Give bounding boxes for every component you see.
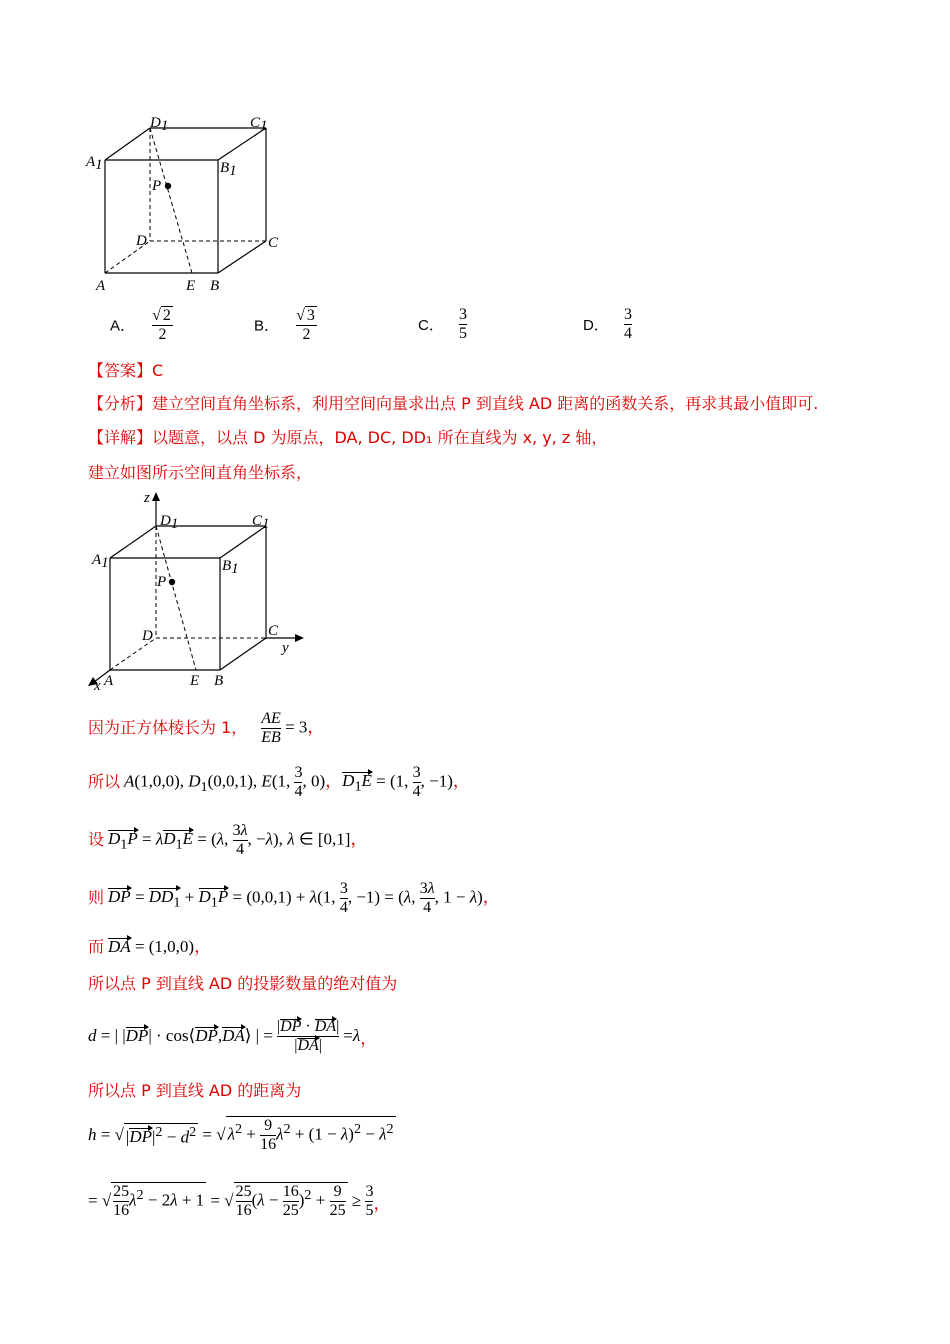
option-d[interactable]: D． $\frac{3}{4}$ [583, 306, 632, 342]
step-6: 所以点 P 到直线 AD 的投影数量的绝对值为 [88, 974, 398, 993]
step-1: 因为正方体棱长为 1， $\frac{AE}{EB}$ = 3， [88, 709, 325, 746]
step-2: 所以 A(1,0,0), $D_1(0,0,1)$, E(1, $\frac{3}{4}$ , 0)，$D_1E = (1$, $\frac{3}{4}$ , −1)， [88, 763, 470, 800]
step-7: d = | | DP | · cos⟨ DP , DA ⟩ | = $\frac{|DP \cdot DA|}{|DA|}$ = λ ， [88, 1017, 378, 1054]
svg-text:P: P [157, 574, 167, 590]
option-d-label: D． [583, 317, 609, 334]
svg-text:D1: D1 [160, 513, 179, 532]
step-8: 所以点 P 到直线 AD 的距离为 [88, 1081, 302, 1100]
step-5: 而 DA = (1,0,0)， [88, 937, 212, 956]
svg-text:C: C [268, 623, 279, 639]
answer-line [88, 361, 163, 381]
svg-text:B1: B1 [222, 558, 239, 577]
svg-text:A1: A1 [86, 154, 103, 173]
svg-text:A: A [96, 278, 106, 294]
axis-z-label: z [144, 490, 150, 506]
label-d1: D1 [150, 115, 169, 134]
svg-text:P: P [152, 178, 162, 194]
point-p [165, 183, 171, 189]
step-4: 则 DP = $DD_1 + D_1P = (0,0,1) + \lambda(1$, $\frac{3}{4}$ , −1) = (λ, $\frac{3\lambda}{4}$ , 1 − λ)， [88, 879, 500, 916]
svg-text:B: B [210, 278, 220, 294]
option-c-label: C． [418, 317, 444, 334]
svg-text:E: E [190, 673, 200, 689]
option-a[interactable]: A． $\frac{√ 2}{2}$ [110, 307, 171, 343]
detail-line-2: 建立如图所示空间直角坐标系， [88, 463, 313, 482]
svg-text:A1: A1 [92, 552, 109, 571]
answer-value: C [152, 361, 164, 380]
step-9: h = √ $|DP|^2 - d^2$ = √ $\lambda^2$ + $\frac{9}{16}$ $\lambda^2 + (1 - \lambda)^2 - \lambda^2$ [88, 1117, 394, 1153]
cube-figure-1 [80, 108, 300, 298]
analysis-line [88, 394, 818, 414]
svg-text:E: E [186, 278, 196, 294]
axis-y-label: y [282, 640, 289, 656]
option-b[interactable]: B． $\frac{√ 3}{2}$ [254, 307, 315, 343]
analysis-text: 建立空间直角坐标系，利用空间向量求出点 P 到直线 AD 距离的函数关系，再求其最小值即可. [152, 394, 819, 413]
svg-text:D: D [136, 233, 147, 249]
svg-text:B1: B1 [220, 160, 237, 179]
svg-text:A: A [104, 673, 114, 689]
cube-figure-2 [80, 490, 320, 695]
svg-text:C1: C1 [252, 513, 270, 532]
svg-text:D: D [142, 628, 153, 644]
svg-text:C1: C1 [250, 115, 268, 134]
detail-tag: 【详解】 [88, 428, 153, 447]
axis-x-label: x [94, 678, 101, 694]
svg-text:C: C [268, 235, 279, 251]
step-10: = √ $\frac{25}{16}$ $\lambda^2 - 2\lambda + 1$ = √ $\frac{25}{16}$ (λ − $\frac{16}{25}$ )$^2$ + $\frac{9}{25}$ ≥ $\frac{3}{5}$ ， [88, 1182, 391, 1219]
svg-text:B: B [214, 673, 224, 689]
answer-tag: 【答案】 [88, 361, 153, 380]
option-a-label: A． [110, 317, 136, 335]
option-b-label: B． [254, 317, 280, 335]
analysis-tag: 【分析】 [88, 394, 153, 413]
option-c[interactable]: C． $\frac{3}{5}$ [418, 306, 467, 342]
detail-line-1: 【详解】以题意，以点 D 为原点，DA, DC, DD₁ 所在直线为 x, y, z 轴， [88, 428, 608, 447]
step-3: 设 $D_1P = \lambda D_1E = (\lambda$, $\frac{3\lambda}{4}$ , −λ), λ ∈ [0,1]， [88, 821, 368, 858]
